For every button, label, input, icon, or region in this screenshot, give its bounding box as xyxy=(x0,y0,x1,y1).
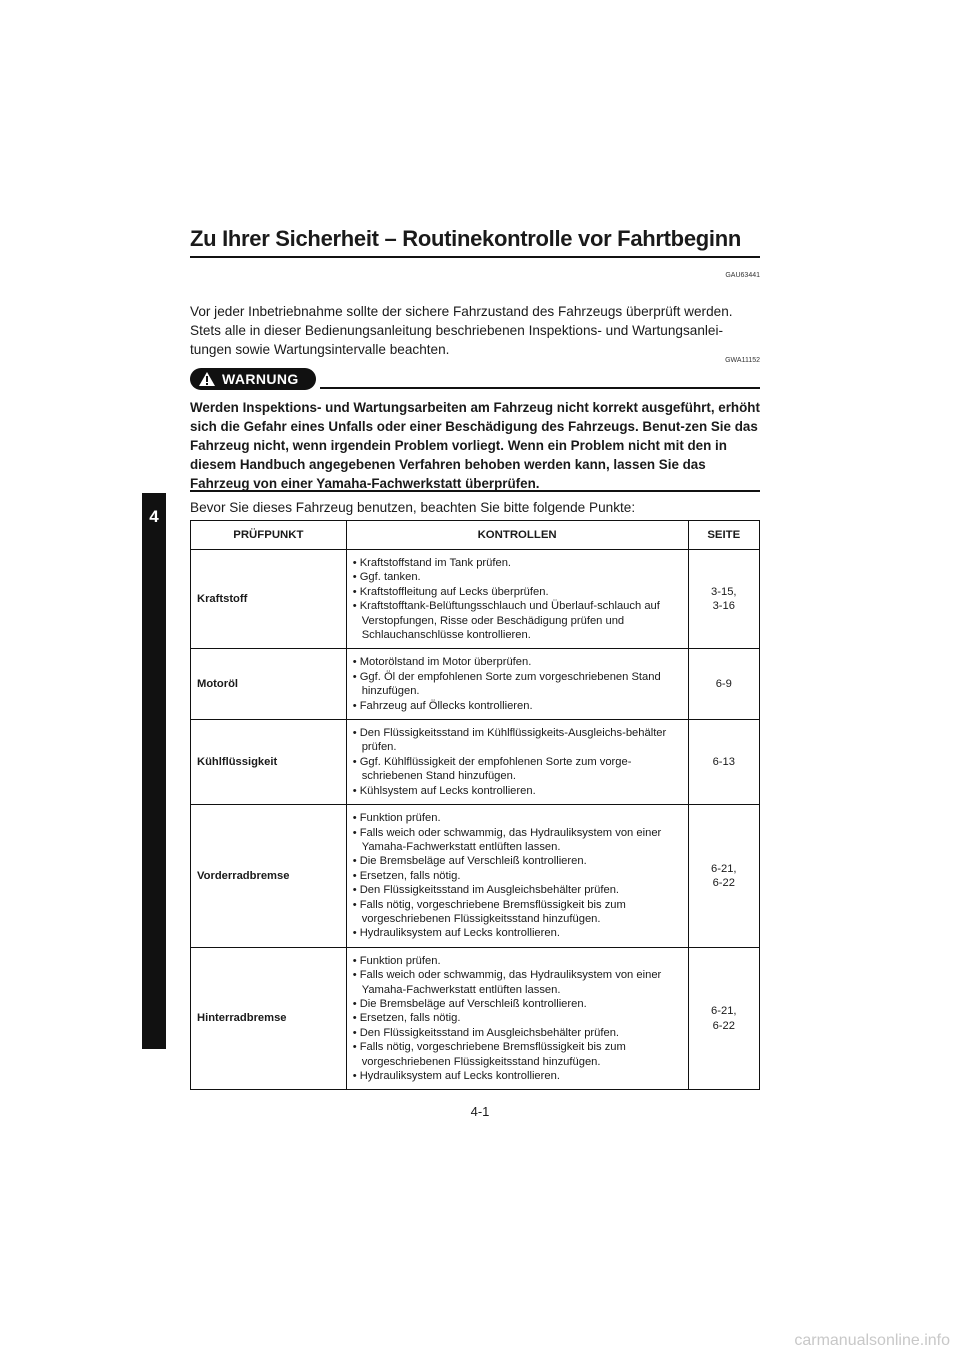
check-line: • Den Flüssigkeitsstand im Ausgleichsbehälter prüfen. xyxy=(352,1026,620,1039)
table-row xyxy=(191,805,760,948)
row-item: Vorderradbremse xyxy=(191,805,347,948)
warning-text: Werden Inspektions- und Wartungsarbeiten am Fahrzeug nicht korrekt ausgeführt, erhöht sich die Gefahr eines Unfalls oder einer Beschädigung des Fahrzeugs. Benut-zen Sie das Fahrzeug nicht, wenn irgendein Problem vorliegt. Wenn ein Problem nicht mit den in diesem Handbuch angegebenen Verfahren behoben werden kann, lassen Sie das Fahrzeug von einer Yamaha-Fachwerkstatt überprüfen. xyxy=(190,400,760,491)
check-line: • Hydrauliksystem auf Lecks kontrollieren. xyxy=(352,1070,560,1082)
check-line: • Falls weich oder schwammig, das Hydrauliksystem von einer Yamaha-Fachwerkstatt entlüften lassen. xyxy=(352,969,662,996)
header-checks: KONTROLLEN xyxy=(346,521,688,550)
table-intro: Bevor Sie dieses Fahrzeug benutzen, beachten Sie bitte folgende Punkte: xyxy=(190,500,636,515)
intro-paragraph: Vor jeder Inbetriebnahme sollte der sichere Fahrzustand des Fahrzeugs überprüft werden. Stets alle in dieser Bedienungsanleitung beschriebenen Inspektions- und Wartungsanlei-tungen sowie Wartungsintervalle beachten. xyxy=(190,304,733,357)
row-checks xyxy=(346,720,688,805)
warning-triangle-icon xyxy=(198,371,216,387)
table-row xyxy=(191,720,760,805)
check-line: • Kraftstofftank-Belüftungsschlauch und Überlauf-schlauch auf Verstopfungen, Risse oder Beschädigung prüfen und Schlauchanschlüsse kontrollieren. xyxy=(352,600,660,642)
table-row xyxy=(191,947,760,1090)
warning-rule xyxy=(320,387,760,389)
header-item: PRÜFPUNKT xyxy=(191,521,347,550)
row-item: Kraftstoff xyxy=(191,550,347,649)
row-checks xyxy=(346,550,688,649)
check-line: • Ggf. Kühlflüssigkeit der empfohlenen Sorte zum vorge-schriebenen Stand hinzufügen. xyxy=(352,755,632,783)
table-row xyxy=(191,649,760,720)
check-line: • Ersetzen, falls nötig. xyxy=(352,869,461,882)
warning-label: WARNUNG xyxy=(222,371,299,387)
check-line: • Falls nötig, vorgeschriebene Bremsflüssigkeit bis zum vorgeschriebenen Flüssigkeitsstand hinzufügen. xyxy=(352,898,626,925)
row-pages xyxy=(688,947,759,1090)
check-line: • Funktion prüfen. xyxy=(352,812,441,825)
check-line: • Kraftstoffstand im Tank prüfen. xyxy=(352,557,512,569)
warning-badge xyxy=(190,368,316,390)
row-item: Hinterradbremse xyxy=(191,947,347,1090)
page-ref: 3-16 xyxy=(712,600,735,613)
page-ref: 6-9 xyxy=(715,678,732,691)
check-line: • Kraftstoffleitung auf Lecks überprüfen. xyxy=(352,585,549,598)
check-line: • Die Bremsbeläge auf Verschleiß kontrollieren. xyxy=(352,997,587,1010)
page-ref: 6-21, xyxy=(711,862,737,875)
check-line: • Den Flüssigkeitsstand im Kühlflüssigkeits-Ausgleichs-behälter prüfen. xyxy=(352,727,667,754)
check-line: • Die Bremsbeläge auf Verschleiß kontrollieren. xyxy=(352,855,587,868)
page-title: Zu Ihrer Sicherheit – Routinekontrolle vor Fahrtbeginn xyxy=(190,226,760,258)
check-line: • Fahrzeug auf Öllecks kontrollieren. xyxy=(352,699,533,712)
reference-code-warning: GWA11152 xyxy=(725,357,760,364)
row-item: Kühlflüssigkeit xyxy=(191,720,347,805)
page-ref: 6-22 xyxy=(712,876,735,889)
row-pages xyxy=(688,720,759,805)
row-pages xyxy=(688,805,759,948)
warning-header xyxy=(190,368,760,390)
check-line: • Falls nötig, vorgeschriebene Bremsflüssigkeit bis zum vorgeschriebenen Flüssigkeitsstand hinzufügen. xyxy=(352,1041,626,1068)
warning-bottom-rule xyxy=(190,490,760,492)
check-line: • Ggf. tanken. xyxy=(352,571,421,584)
row-pages xyxy=(688,550,759,649)
check-line: • Falls weich oder schwammig, das Hydrauliksystem von einer Yamaha-Fachwerkstatt entlüften lassen. xyxy=(352,826,662,853)
check-line: • Ggf. Öl der empfohlenen Sorte zum vorgeschriebenen Stand hinzufügen. xyxy=(352,670,661,698)
check-line: • Den Flüssigkeitsstand im Ausgleichsbehälter prüfen. xyxy=(352,884,620,897)
row-checks xyxy=(346,649,688,720)
page-ref: 6-21, xyxy=(711,1005,737,1018)
header-page: SEITE xyxy=(688,521,759,550)
row-checks xyxy=(346,805,688,948)
page-ref: 6-13 xyxy=(712,755,735,768)
check-line: • Ersetzen, falls nötig. xyxy=(352,1012,461,1025)
row-checks xyxy=(346,947,688,1090)
chapter-tab: 4 xyxy=(142,493,166,1049)
page-number: 4-1 xyxy=(470,1104,490,1119)
watermark[interactable]: carmanualsonline.info xyxy=(794,1332,950,1349)
check-line: • Motorölstand im Motor überprüfen. xyxy=(352,656,532,669)
check-line: • Funktion prüfen. xyxy=(352,954,441,967)
row-pages xyxy=(688,649,759,720)
page-ref: 6-22 xyxy=(712,1019,735,1032)
checklist-table xyxy=(190,520,760,1090)
table-header-row xyxy=(191,521,760,550)
check-line: • Kühlsystem auf Lecks kontrollieren. xyxy=(352,784,536,797)
page-ref: 3-15, xyxy=(711,585,737,598)
check-line: • Hydrauliksystem auf Lecks kontrollieren. xyxy=(352,927,560,940)
row-item: Motoröl xyxy=(191,649,347,720)
table-row xyxy=(191,550,760,649)
reference-code-intro: GAU63441 xyxy=(725,272,760,279)
